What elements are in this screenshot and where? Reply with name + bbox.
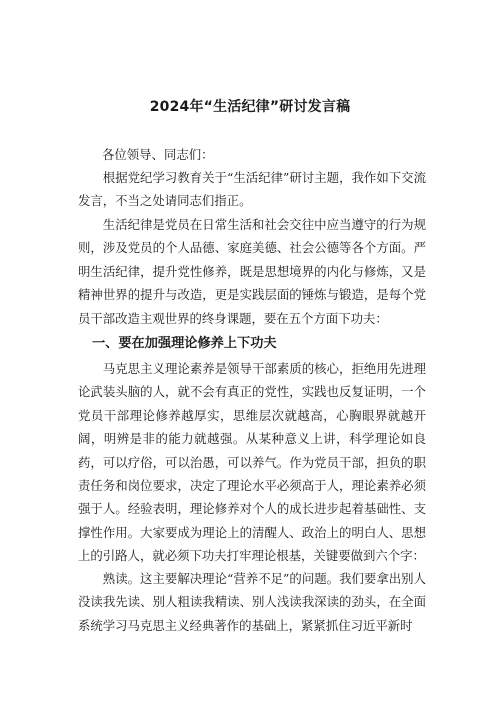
salutation: 各位领导、同志们：	[102, 147, 214, 162]
paragraph-theory: 马克思主义理论素养是领导干部素质的核心，拒绝用先进理论武装头脑的人，就不会有真正的党性，实践也反复证明，一个党员干部理论修养越厚实，思维层次就越高，心胸眼界就越开阔，明辨是非的能力就越强。从某种意义上讲，科学理论如良药，可以疗俗，可以治愚，可以养气。作为党员干部，担负的职责任务和岗位要求，决定了理论水平必须高于人，理论素养必须强于人。经验表明，理论修养对个人的成长进步起着基础性、支撑性作用。大家要成为理论上的清醒人、政治上的明白人、思想上的引路人，就必须下功夫打牢理论根基，关键要做到六个字：	[78, 361, 426, 564]
paragraph-reading: 熟读。这主要解决理论“营养不足”的问题。我们要拿出别人没读我先读、别人粗读我精读、别人浅读我深读的劲头，在全面系统学习马克思主义经典著作的基础上，紧紧抓住习近平新时	[78, 571, 426, 633]
paragraph-intro: 根据党纪学习教育关于“生活纪律”研讨主题，我作如下交流发言，不当之处请同志们指正。	[78, 170, 426, 209]
section-heading: 一、要在加强理论修养上下功夫	[92, 336, 277, 351]
paragraph-overview: 生活纪律是党员在日常生活和社会交往中应当遵守的行为规则，涉及党员的个人品德、家庭美德、社会公德等各个方面。严明生活纪律，提升党性修养，既是思想境界的内化与修炼，又是精神世界的提升与改造，更是实践层面的锤炼与锻造，是每个党员干部改造主观世界的终身课题，要在五个方面下功夫：	[78, 217, 426, 326]
document-title: 2024年“生活纪律”研讨发言稿	[149, 99, 351, 115]
